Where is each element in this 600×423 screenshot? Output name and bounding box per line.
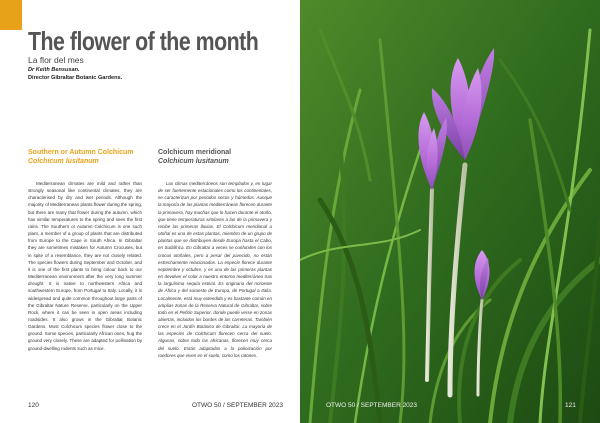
colchicum-photo <box>300 0 600 423</box>
english-body: Mediterranean climates are mild and rather than strongly seasonal like continental climates, they are characterised by dry and wet periods. Although the majority of Mediterranean plants flower during the spring, but there are many that flower during the autumn, which has similar temperatures to the spring and sees the first rains. The Southern or Autumn Colchicum is one such plant, a member of a group of plants that are distributed from Europe to the Cape in South Africa. In Gibraltar they are sometimes mistaken for Autumn Crocuses, but in spite of a resemblance, they are not closely related. The species flowers during September and October, and it is one of the first plants to bring colour back to our Mediterranean environment after the very long summer drought. It is native to northwestern Africa and southwestern Europe, from Portugal to Italy. Locally, it is widespread and quite common throughout large parts of the Gibraltar Nature Reserve, particularly on the Upper Rock, where it can be seen in open areas including roadsides. It also grows in the Gibraltar Botanic Gardens. Most Colchicum species flower close to the ground. Some species, particularly African ones, hug the ground very closely. These are adapted for pollination by ground-dwelling rodents such as mice. <box>28 181 142 351</box>
spanish-scientific-name: Colchicum lusitanum <box>158 158 229 165</box>
article-title: The flower of the month <box>28 26 259 56</box>
english-column <box>28 148 142 352</box>
spanish-column <box>158 148 272 359</box>
left-running-footer: OTWO 50 / SEPTEMBER 2023 <box>192 402 284 409</box>
right-page-number: 121 <box>565 402 576 409</box>
left-page-number: 120 <box>28 402 39 409</box>
right-running-footer: OTWO 50 / SEPTEMBER 2023 <box>326 402 418 409</box>
right-page <box>300 0 600 423</box>
spanish-heading: Colchicum meridional <box>158 149 232 156</box>
author-role: Director Gibraltar Botanic Gardens. <box>28 75 123 81</box>
spanish-body: Los climas mediterráneos son templados y, en lugar de ser fuertemente estacionales como los continentales, se caracterizan por periodos secos y húmedos. Aunque la mayoría de las plantas mediterráneas florecen durante la primavera, hay muchas que lo hacen durante el otoño, que tiene temperaturas similares a las de la primavera y recibe las primeras lluvias. El Colchicum meridional u otoñal es una de estas plantas, miembro de un grupo de plantas que se distribuyen desde Europa hasta el Cabo, en Sudáfrica. En Gibraltar a veces se confunden con los crocus otoñales, pero a pesar del parecido, no están estrechamente relacionados. La especie florece durante septiembre y octubre, y es una de las primeras plantas en devolver el color a nuestro entorno mediterráneo tras la larguísima sequía estival. Es originaria del noroeste de África y del suroeste de Europa, de Portugal a Italia. Localmente, está muy extendida y es bastante común en amplias zonas de la Reserva Natural de Gibraltar, sobre todo en el Peñón Superior, donde puede verse en zonas abiertas, incluidos los bordes de las carreteras. También crece en el Jardín Botánico de Gibraltar. La mayoría de las especies de Colchicum florecen cerca del suelo. Algunas, sobre todo las africanas, florecen muy cerca del suelo. Están adaptadas a la polinización por roedores que viven en el suelo, como los ratones. <box>158 181 272 358</box>
english-heading: Southern or Autumn Colchicum <box>28 149 134 156</box>
article-subtitle: La flor del mes <box>28 55 84 65</box>
english-scientific-name: Colchicum lusitanum <box>28 158 99 165</box>
author-name: Dr Keith Bensusan. <box>28 67 80 73</box>
section-color-tab <box>0 0 22 30</box>
